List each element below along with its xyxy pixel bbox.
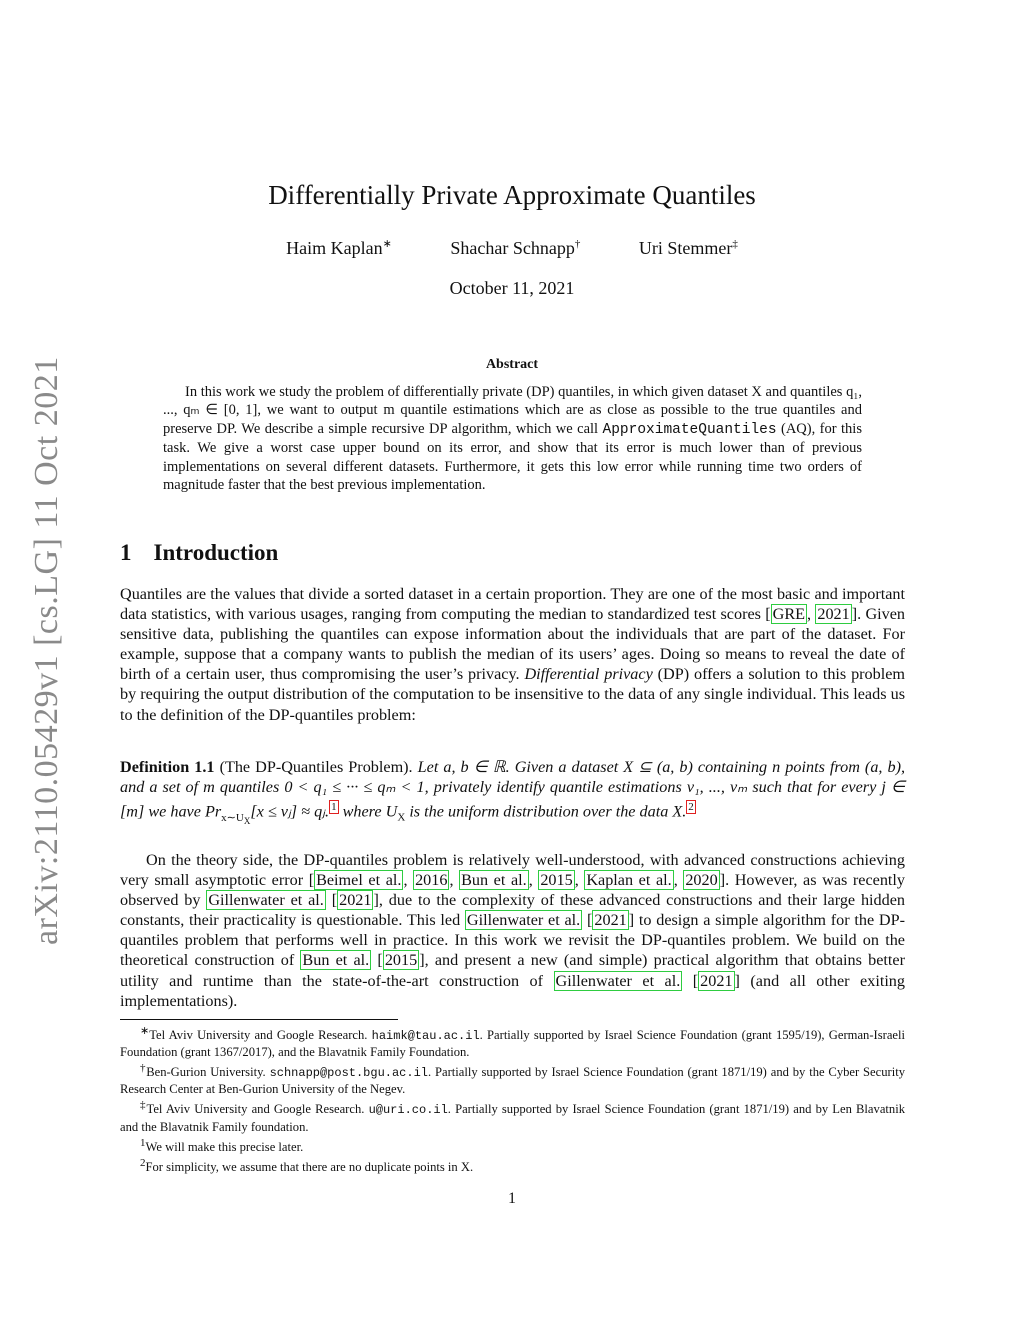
citation-beimel[interactable]: Beimel et al. , 2016 (316, 871, 448, 890)
footnote-2: $^2$For simplicity, we assume that there are no duplicate points in X. (140, 1156, 474, 1174)
email-link[interactable]: u@uri.co.il (368, 1103, 448, 1118)
intro-paragraph-1: Quantiles are the values that divide a sorted dataset in a certain proportion. They are one of the most basic and important data statistics, with various usages, ranging from computing the median to standardized test scores [ GRE , 2021 ]. Given sensitive data, publishing the quantiles can expose information about the individuals that are part of the dataset. For example, suppose that a company wants to publish the median of its users’ ages. Doing so means to reveal the date of birth of a certain user, thus compromising the user’s privacy. Differential privacy (DP) offers a solution to this problem by requiring the output distribution of the computation to be insensitive to the data of any single individual. This leads us to the definition of the DP-quantiles problem: (120, 585, 906, 724)
citation-kaplan[interactable]: Kaplan et al. , 2020 (586, 871, 718, 890)
algorithm-name: ApproximateQuantiles (602, 421, 777, 438)
footnote-stemmer: ‡Tel Aviv University and Google Research. u@uri.co.il. Partially supported by Israel Science Foundation (grant 1871/19) and by Len Blavatnik and the Blavatnik Family foundation. (120, 1099, 906, 1134)
citation-bun[interactable]: Bun et al. , 2015 (461, 871, 573, 890)
citation-gre[interactable]: [ GRE , 2021 ] (765, 605, 858, 624)
abstract-heading: Abstract (485, 357, 539, 372)
footnote-link-1[interactable]: 1 (331, 801, 337, 814)
citation-gillenwater[interactable]: Gillenwater et al. [ 2021 ] (466, 911, 635, 930)
author-kaplan: Haim Kaplan∗ (286, 238, 392, 258)
arxiv-identifier: arXiv:2110.05429v1 [cs.LG] 11 Oct 2021 (28, 356, 65, 945)
email-link[interactable]: haimk@tau.ac.il (371, 1029, 480, 1044)
paper-date: October 11, 2021 (449, 278, 575, 298)
citation-bun[interactable]: Bun et al. [ 2015 ] (302, 951, 425, 970)
page-number: 1 (508, 1190, 516, 1207)
footnote-1: $^1$We will make this precise later. (140, 1136, 304, 1154)
footnote-link-2[interactable]: 2 (688, 801, 694, 814)
footnote-kaplan: ∗Tel Aviv University and Google Research. haimk@tau.ac.il. Partially supported by Israel Science Foundation (grant 1595/19), German-Israeli Foundation (grant 1367/2017), and the Blavatnik Family Foundation. (120, 1025, 906, 1060)
paper-title: Differentially Private Approximate Quantiles (268, 180, 756, 210)
footnote-schnapp: †Ben-Gurion University. schnapp@post.bgu.ac.il. Partially supported by Israel Science Foundation (grant 1871/19) and by the Cyber Security Research Center at Ben-Gurion University of the Negev. (120, 1062, 906, 1097)
email-link[interactable]: schnapp@post.bgu.ac.il (269, 1066, 428, 1081)
footnotes (120, 1023, 905, 1175)
section-heading: 1 Introduction (120, 540, 279, 565)
definition-label: Definition 1.1 (120, 758, 215, 776)
abstract-text: In this work we study the problem of differentially private (DP) quantiles, in which given dataset X and quantiles q₁, ..., qₘ ∈ [0, 1], we want to output m quantile estimations which are as close as possible to the true quantiles and preserve DP. We describe a simple recursive DP algorithm, which we call ApproximateQuantiles (AQ), for this task. We give a worst case upper bound on its error, and show that its error is much lower than of previous implementations on several different datasets. Furthermore, it gets this low error while running time two orders of magnitude faster that the best previous implementation. (163, 384, 862, 494)
author-schnapp: Shachar Schnapp† (450, 238, 581, 258)
footnote-divider (120, 1019, 398, 1020)
author-stemmer: Uri Stemmer‡ (638, 238, 738, 258)
intro-paragraph-2: On the theory side, the DP-quantiles problem is relatively well-understood, with advanced constructions achieving very small asymptotic error [ Beimel et al. , 2016 , Bun et al. , 2015 , Kaplan et al. , 2020 ]. However, as was recently observed by Gillenwater et al. [ 2021 ], due to the complexity of these advanced constructions and their large hidden constants, their practicality is questionable. This led Gillenwater et al. [ 2021 ] to design a simple algorithm for the DP-quantiles problem that performs well in practice. In this work we revisit the DP-quantiles problem. We build on the theoretical construction of Bun et al. [ 2015 ], and present a new (and simple) practical algorithm that obtains better utility and runtime than the state-of-the-art construction of Gillenwater et al. [ 2021 ] (and all other exiting implementations). (120, 851, 906, 1010)
definition-block: Definition 1.1 (The DP-Quantiles Problem). Let a, b ∈ ℝ. Given a dataset X ⊆ (a, b) containing n points from (a, b), and a set of m quantiles 0 < q₁ ≤ ··· ≤ qₘ < 1, privately identify quantile estimations v₁, ..., vₘ such that for every j ∈ [m] we have $Pr_{x\sim U_X}[x$ ≤ vⱼ] ≈ qⱼ. $^1$ where $U_X$ is the uniform distribution over the data X. $^2$ (120, 758, 906, 826)
citation-gillenwater[interactable]: Gillenwater et al. [ 2021 ] (555, 971, 740, 990)
author-list (0, 237, 1024, 259)
citation-gillenwater[interactable]: Gillenwater et al. [ 2021 ] (208, 891, 379, 910)
